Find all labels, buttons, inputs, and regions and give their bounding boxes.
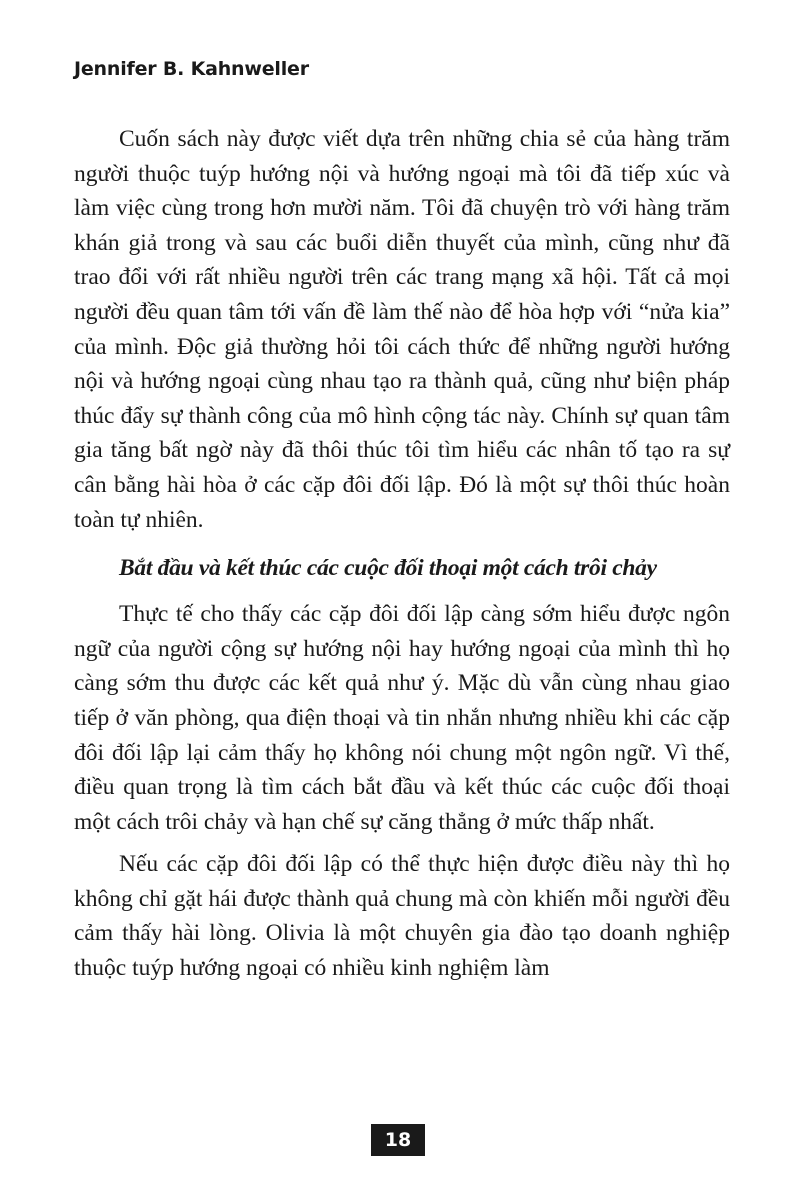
paragraph-2: Nếu các cặp đôi đối lập có thể thực hiện được điều này thì họ không chỉ gặt hái được thành quả chung mà còn khiến mỗi người đều cảm thấy hài lòng. Olivia là một chuyên gia đào tạo doanh nghiệp thuộc tuýp hướng ngoại có nhiều kinh nghiệm làm — [74, 851, 730, 982]
paragraph-1: Thực tế cho thấy các cặp đôi đối lập càng sớm hiểu được ngôn ngữ của người cộng sự hướng nội hay hướng ngoại của mình thì họ càng sớm thu được các kết quả như ý. Mặc dù vẫn cùng nhau giao tiếp ở văn phòng, qua điện thoại và tin nhắn nhưng nhiều khi các cặp đôi đối lập lại cảm thấy họ không nói chung một ngôn ngữ. Vì thế, điều quan trọng là tìm cách bắt đầu và kết thúc các cuộc đối thoại một cách trôi chảy và hạn chế sự căng thẳng ở mức thấp nhất. — [74, 601, 730, 835]
paragraph-intro: Cuốn sách này được viết dựa trên những chia sẻ của hàng trăm người thuộc tuýp hướng nội và hướng ngoại mà tôi đã tiếp xúc và làm việc cùng trong hơn mười năm. Tôi đã chuyện trò với hàng trăm khán giả trong và sau các buổi diễn thuyết của mình, cũng như đã trao đổi với rất nhiều người trên các trang mạng xã hội. Tất cả mọi người đều quan tâm tới vấn đề làm thế nào để hòa hợp với “nửa kia” của mình. Độc giả thường hỏi tôi cách thức để những người hướng nội và hướng ngoại cùng nhau tạo ra thành quả, cũng như biện pháp thúc đẩy sự thành công của mô hình cộng tác này. Chính sự quan tâm gia tăng bất ngờ này đã thôi thúc tôi tìm hiểu các nhân tố tạo ra sự cân bằng hài hòa ở các cặp đôi đối lập. Đó là một sự thôi thúc hoàn toàn tự nhiên. — [74, 126, 730, 533]
section-subheading: Bắt đầu và kết thúc các cuộc đối thoại một cách trôi chảy — [119, 555, 657, 582]
body-text — [74, 122, 730, 986]
running-head-author: Jennifer B. Kahnweller — [74, 58, 309, 80]
page-number-badge: 18 — [371, 1124, 425, 1156]
